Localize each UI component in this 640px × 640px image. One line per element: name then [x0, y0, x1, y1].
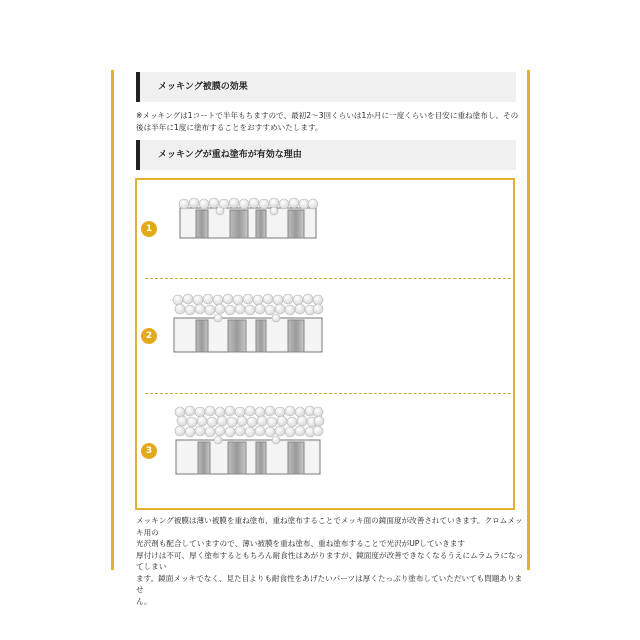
- step-divider: [145, 393, 511, 394]
- explanation-text: [136, 515, 526, 607]
- right-border-line: [527, 70, 530, 570]
- step-badge-2: 2: [141, 328, 157, 344]
- step-badge-3: 3: [141, 443, 157, 459]
- explanation-line-5: ん。: [136, 596, 152, 606]
- coating-layer-illustration-3: [170, 404, 326, 476]
- step-badge-1: 1: [141, 221, 157, 237]
- coating-layer-illustration-1: [174, 194, 324, 240]
- explanation-line-2: 光沢剤も配合していますので、薄い被膜を重ね塗布、重ね塗布することで光沢がUPしていきます: [136, 539, 465, 548]
- explanation-line-4: ます。鏡面メッキでなく、見た目よりも耐食性をあげたいパーツは厚くたっぷり塗布していただいても問題ありませ: [136, 573, 523, 594]
- explanation-line-3: 厚付けは不可、厚く塗布するともちろん耐食性はあがりますが、鏡面度が改善できなくなるうえにムラムラになってしまい: [136, 550, 524, 571]
- left-border-line: [111, 70, 114, 570]
- section-body-text: ※メッキングは1コートで半年もちますので、最初2～3回くらいは1か月に一度くらいを目安に重ね塗布し、その後は半年に1度に塗布することをおすすめいたします。: [136, 111, 519, 132]
- section-heading-reason: メッキングが重ね塗布が有効な理由: [136, 140, 516, 170]
- step-divider: [145, 278, 511, 279]
- coating-layer-illustration-2: [168, 292, 328, 354]
- section-heading-effect: メッキング被膜の効果: [136, 72, 516, 102]
- explanation-line-1: メッキング被膜は薄い被膜を重ね塗布、重ね塗布することでメッキ面の鏡面度が改善されていきます。クロムメッキ用の: [136, 516, 523, 537]
